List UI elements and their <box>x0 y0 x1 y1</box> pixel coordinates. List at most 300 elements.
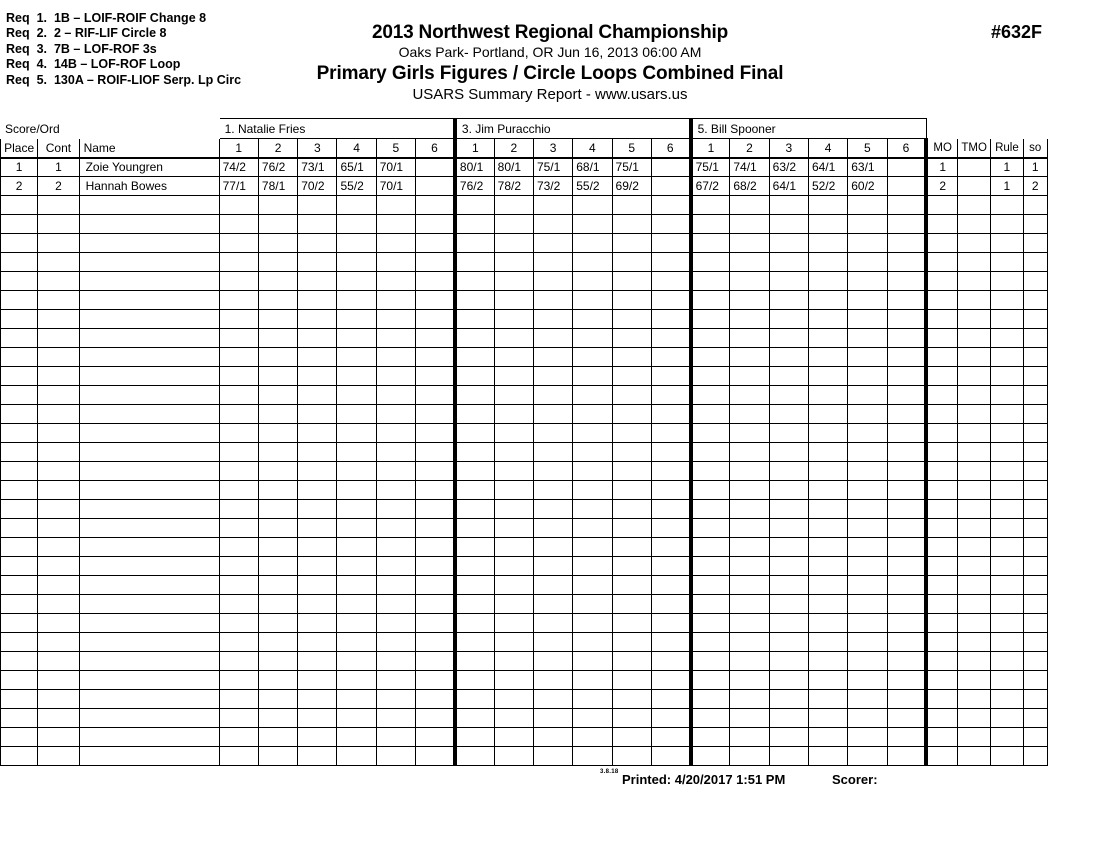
cell-j3-5: 60/2 <box>848 177 887 196</box>
cell-empty <box>1023 595 1047 614</box>
requirement-number: 2. <box>36 26 48 41</box>
cell-empty <box>258 253 297 272</box>
cell-empty <box>769 557 808 576</box>
cell-empty <box>958 595 991 614</box>
cell-empty <box>926 367 957 386</box>
cell-j1-6 <box>416 177 455 196</box>
event-number: #632F <box>990 22 1042 42</box>
cell-empty <box>38 595 79 614</box>
cell-empty <box>337 671 376 690</box>
cell-empty <box>691 196 730 215</box>
cell-empty <box>651 386 690 405</box>
col-header-name: Name <box>79 139 219 158</box>
cell-empty <box>887 690 926 709</box>
cell-empty <box>219 367 258 386</box>
table-row-empty[interactable] <box>1 348 1048 367</box>
table-row-empty[interactable] <box>1 538 1048 557</box>
cell-empty <box>455 633 494 652</box>
cell-empty <box>926 405 957 424</box>
table-row-empty[interactable] <box>1 519 1048 538</box>
table-row-empty[interactable] <box>1 728 1048 747</box>
cell-empty <box>1023 405 1047 424</box>
cell-empty <box>219 728 258 747</box>
column-header-row <box>1 139 1048 158</box>
cell-empty <box>298 519 337 538</box>
cell-empty <box>769 614 808 633</box>
cell-empty <box>416 690 455 709</box>
cell-empty <box>533 405 572 424</box>
cell-empty <box>958 690 991 709</box>
cell-empty <box>494 215 533 234</box>
cell-j2-3: 75/1 <box>533 158 572 177</box>
col-header-so: so <box>1023 139 1047 158</box>
cell-empty <box>533 386 572 405</box>
cell-empty <box>808 728 847 747</box>
cell-empty <box>455 614 494 633</box>
judge-2-name: 3. Jim Puracchio <box>455 119 691 139</box>
cell-empty <box>612 747 651 766</box>
cell-empty <box>958 234 991 253</box>
cell-empty <box>1023 614 1047 633</box>
col-header-j3-3: 3 <box>769 139 808 158</box>
cell-empty <box>612 272 651 291</box>
cell-empty <box>769 652 808 671</box>
cell-empty <box>958 652 991 671</box>
cell-empty <box>298 310 337 329</box>
table-row-empty[interactable] <box>1 671 1048 690</box>
table-row-empty[interactable] <box>1 196 1048 215</box>
cell-empty <box>298 709 337 728</box>
report-header <box>0 0 1100 118</box>
cell-empty <box>219 443 258 462</box>
cell-empty <box>573 367 612 386</box>
cell-empty <box>769 348 808 367</box>
cell-empty <box>376 215 415 234</box>
cell-empty <box>1 500 38 519</box>
cell-empty <box>651 709 690 728</box>
cell-empty <box>219 234 258 253</box>
table-row-empty[interactable] <box>1 310 1048 329</box>
cell-empty <box>1 728 38 747</box>
cell-j1-2: 76/2 <box>258 158 297 177</box>
cell-empty <box>769 500 808 519</box>
cell-empty <box>730 519 769 538</box>
cell-empty <box>337 462 376 481</box>
cell-empty <box>1023 310 1047 329</box>
cell-empty <box>1 690 38 709</box>
cell-empty <box>79 405 219 424</box>
cell-empty <box>651 500 690 519</box>
cell-empty <box>494 291 533 310</box>
table-row-empty[interactable] <box>1 291 1048 310</box>
table-row-empty[interactable] <box>1 576 1048 595</box>
col-header-place: Place <box>1 139 38 158</box>
cell-empty <box>691 747 730 766</box>
cell-empty <box>1023 462 1047 481</box>
event-title: Primary Girls Figures / Circle Loops Combined Final <box>316 63 784 84</box>
cell-empty <box>612 481 651 500</box>
cell-empty <box>958 462 991 481</box>
cell-j2-1: 80/1 <box>455 158 494 177</box>
cell-empty <box>1 272 38 291</box>
cell-empty <box>769 709 808 728</box>
cell-empty <box>573 576 612 595</box>
cell-empty <box>573 500 612 519</box>
cell-empty <box>991 614 1023 633</box>
cell-empty <box>376 614 415 633</box>
cell-empty <box>298 234 337 253</box>
col-header-j2-2: 2 <box>494 139 533 158</box>
cell-empty <box>691 462 730 481</box>
requirement-number: 5. <box>36 72 48 87</box>
cell-empty <box>808 481 847 500</box>
cell-empty <box>848 481 887 500</box>
cell-empty <box>887 500 926 519</box>
score-ord-label: Score/Ord <box>1 119 220 139</box>
cell-empty <box>533 291 572 310</box>
col-header-j1-1: 1 <box>219 139 258 158</box>
cell-empty <box>337 728 376 747</box>
table-row[interactable] <box>1 177 1048 196</box>
cell-empty <box>298 348 337 367</box>
cell-empty <box>730 272 769 291</box>
col-header-j3-5: 5 <box>848 139 887 158</box>
cell-empty <box>258 633 297 652</box>
cell-empty <box>887 557 926 576</box>
cell-empty <box>455 424 494 443</box>
cell-empty <box>337 329 376 348</box>
cell-empty <box>494 443 533 462</box>
cell-empty <box>298 253 337 272</box>
cell-empty <box>730 329 769 348</box>
cell-empty <box>651 405 690 424</box>
cell-empty <box>991 253 1023 272</box>
cell-empty <box>494 405 533 424</box>
cell-empty <box>651 481 690 500</box>
table-row-empty[interactable] <box>1 747 1048 766</box>
table-row-empty[interactable] <box>1 253 1048 272</box>
cell-empty <box>991 215 1023 234</box>
cell-empty <box>730 291 769 310</box>
col-header-j3-1: 1 <box>691 139 730 158</box>
cell-empty <box>573 595 612 614</box>
table-row-empty[interactable] <box>1 633 1048 652</box>
cell-empty <box>958 386 991 405</box>
cell-empty <box>533 196 572 215</box>
cell-empty <box>258 614 297 633</box>
cell-empty <box>612 462 651 481</box>
cell-empty <box>455 519 494 538</box>
cell-empty <box>848 576 887 595</box>
cell-empty <box>573 272 612 291</box>
cell-empty <box>848 424 887 443</box>
cell-j1-2: 78/1 <box>258 177 297 196</box>
cell-empty <box>376 234 415 253</box>
cell-empty <box>651 196 690 215</box>
cell-empty <box>926 709 957 728</box>
cell-empty <box>455 671 494 690</box>
cell-empty <box>337 443 376 462</box>
cell-empty <box>651 310 690 329</box>
cell-empty <box>769 310 808 329</box>
cell-empty <box>730 424 769 443</box>
cell-empty <box>219 196 258 215</box>
cell-empty <box>494 538 533 557</box>
cell-empty <box>416 348 455 367</box>
cell-empty <box>769 728 808 747</box>
cell-empty <box>651 652 690 671</box>
cell-empty <box>612 576 651 595</box>
cell-empty <box>887 367 926 386</box>
cell-empty <box>258 196 297 215</box>
cell-empty <box>337 253 376 272</box>
cell-empty <box>79 234 219 253</box>
cell-empty <box>79 481 219 500</box>
cell-empty <box>573 329 612 348</box>
cell-empty <box>612 234 651 253</box>
cell-empty <box>1 215 38 234</box>
requirement-number: 1. <box>36 11 48 25</box>
cell-empty <box>991 690 1023 709</box>
table-row-empty[interactable] <box>1 215 1048 234</box>
cell-empty <box>769 690 808 709</box>
cell-j3-1: 75/1 <box>691 158 730 177</box>
table-row-empty[interactable] <box>1 595 1048 614</box>
cell-empty <box>38 462 79 481</box>
cell-empty <box>808 595 847 614</box>
table-row-empty[interactable] <box>1 709 1048 728</box>
cell-empty <box>494 196 533 215</box>
col-header-j1-6: 6 <box>416 139 455 158</box>
cell-empty <box>337 215 376 234</box>
requirement-number: 3. <box>36 41 48 56</box>
cell-empty <box>38 633 79 652</box>
cell-empty <box>887 462 926 481</box>
cell-empty <box>455 367 494 386</box>
cell-empty <box>848 500 887 519</box>
cell-empty <box>455 500 494 519</box>
cell-empty <box>991 709 1023 728</box>
cell-empty <box>1 310 38 329</box>
cell-empty <box>769 671 808 690</box>
cell-empty <box>533 424 572 443</box>
cell-empty <box>1023 443 1047 462</box>
cell-empty <box>769 538 808 557</box>
cell-empty <box>258 348 297 367</box>
cell-empty <box>416 557 455 576</box>
cell-empty <box>573 234 612 253</box>
cell-empty <box>533 481 572 500</box>
table-row-empty[interactable] <box>1 443 1048 462</box>
table-row-empty[interactable] <box>1 367 1048 386</box>
cell-empty <box>258 481 297 500</box>
cell-empty <box>455 329 494 348</box>
cell-empty <box>258 462 297 481</box>
judge-1-name: 1. Natalie Fries <box>219 119 455 139</box>
cell-empty <box>730 709 769 728</box>
cell-empty <box>769 367 808 386</box>
cell-empty <box>887 443 926 462</box>
cell-empty <box>848 519 887 538</box>
cell-empty <box>573 481 612 500</box>
table-row-empty[interactable] <box>1 557 1048 576</box>
cell-empty <box>337 481 376 500</box>
cell-empty <box>79 538 219 557</box>
cell-empty <box>455 595 494 614</box>
cell-j3-6 <box>887 177 926 196</box>
table-row-empty[interactable] <box>1 462 1048 481</box>
cell-empty <box>926 614 957 633</box>
table-row-empty[interactable] <box>1 614 1048 633</box>
cell-empty <box>808 272 847 291</box>
cell-empty <box>1 633 38 652</box>
cell-empty <box>887 538 926 557</box>
cell-empty <box>991 329 1023 348</box>
cell-empty <box>887 481 926 500</box>
cell-empty <box>1023 500 1047 519</box>
cell-empty <box>533 652 572 671</box>
cell-empty <box>494 234 533 253</box>
cell-empty <box>298 633 337 652</box>
table-row-empty[interactable] <box>1 481 1048 500</box>
table-row-empty[interactable] <box>1 329 1048 348</box>
cell-empty <box>494 462 533 481</box>
cell-empty <box>612 329 651 348</box>
cell-empty <box>991 291 1023 310</box>
cell-empty <box>376 348 415 367</box>
cell-empty <box>769 481 808 500</box>
table-row-empty[interactable] <box>1 386 1048 405</box>
cell-empty <box>730 614 769 633</box>
cell-empty <box>808 576 847 595</box>
cell-empty <box>455 291 494 310</box>
cell-empty <box>926 652 957 671</box>
cell-j2-4: 68/1 <box>573 158 612 177</box>
cell-empty <box>991 747 1023 766</box>
cell-empty <box>376 728 415 747</box>
cell-empty <box>769 272 808 291</box>
cell-empty <box>1 367 38 386</box>
cell-empty <box>298 595 337 614</box>
cell-j1-4: 55/2 <box>337 177 376 196</box>
cell-empty <box>808 386 847 405</box>
cell-empty <box>808 462 847 481</box>
cell-empty <box>651 462 690 481</box>
cell-empty <box>991 386 1023 405</box>
cell-empty <box>416 652 455 671</box>
table-row-empty[interactable] <box>1 405 1048 424</box>
table-row-empty[interactable] <box>1 424 1048 443</box>
cell-empty <box>38 443 79 462</box>
cell-empty <box>494 367 533 386</box>
cell-empty <box>533 728 572 747</box>
cell-empty <box>219 538 258 557</box>
cell-empty <box>337 576 376 595</box>
cell-empty <box>1023 215 1047 234</box>
cell-empty <box>258 576 297 595</box>
cell-empty <box>991 652 1023 671</box>
table-row-empty[interactable] <box>1 500 1048 519</box>
cell-tmo <box>958 158 991 177</box>
cell-name: Hannah Bowes <box>79 177 219 196</box>
cell-empty <box>808 310 847 329</box>
cell-empty <box>494 348 533 367</box>
table-row-empty[interactable] <box>1 652 1048 671</box>
cell-empty <box>691 652 730 671</box>
cell-empty <box>808 405 847 424</box>
cell-empty <box>416 367 455 386</box>
cell-rule: 1 <box>991 158 1023 177</box>
cell-empty <box>258 329 297 348</box>
cell-empty <box>808 215 847 234</box>
cell-empty <box>887 272 926 291</box>
requirement-text: 1B – LOIF-ROIF Change 8 <box>53 11 207 25</box>
cell-empty <box>298 272 337 291</box>
cell-empty <box>730 690 769 709</box>
cell-empty <box>79 310 219 329</box>
cell-empty <box>651 576 690 595</box>
cell-empty <box>258 500 297 519</box>
cell-empty <box>258 652 297 671</box>
cell-empty <box>219 671 258 690</box>
cell-empty <box>533 329 572 348</box>
cell-empty <box>887 310 926 329</box>
cell-empty <box>1023 272 1047 291</box>
cell-empty <box>691 443 730 462</box>
table-row[interactable] <box>1 158 1048 177</box>
cell-empty <box>612 538 651 557</box>
cell-empty <box>651 690 690 709</box>
table-row-empty[interactable] <box>1 272 1048 291</box>
cell-empty <box>691 234 730 253</box>
cell-empty <box>808 500 847 519</box>
cell-empty <box>887 595 926 614</box>
cell-empty <box>769 215 808 234</box>
cell-empty <box>730 633 769 652</box>
cell-j1-1: 74/2 <box>219 158 258 177</box>
cell-empty <box>219 500 258 519</box>
cell-empty <box>376 652 415 671</box>
col-header-j3-6: 6 <box>887 139 926 158</box>
cell-empty <box>958 576 991 595</box>
cell-empty <box>219 291 258 310</box>
table-row-empty[interactable] <box>1 690 1048 709</box>
cell-empty <box>1 386 38 405</box>
cell-empty <box>958 196 991 215</box>
cell-empty <box>494 424 533 443</box>
cell-empty <box>533 234 572 253</box>
cell-empty <box>848 557 887 576</box>
cell-empty <box>258 234 297 253</box>
table-row-empty[interactable] <box>1 234 1048 253</box>
cell-empty <box>1 747 38 766</box>
cell-empty <box>958 253 991 272</box>
cell-empty <box>612 253 651 272</box>
col-header-j2-6: 6 <box>651 139 690 158</box>
cell-empty <box>455 348 494 367</box>
cell-empty <box>533 348 572 367</box>
cell-empty <box>38 500 79 519</box>
cell-empty <box>612 595 651 614</box>
cell-empty <box>991 310 1023 329</box>
cell-cont: 2 <box>38 177 79 196</box>
cell-empty <box>337 652 376 671</box>
cell-empty <box>691 348 730 367</box>
cell-empty <box>958 272 991 291</box>
cell-empty <box>258 538 297 557</box>
cell-empty <box>573 348 612 367</box>
cell-empty <box>958 538 991 557</box>
